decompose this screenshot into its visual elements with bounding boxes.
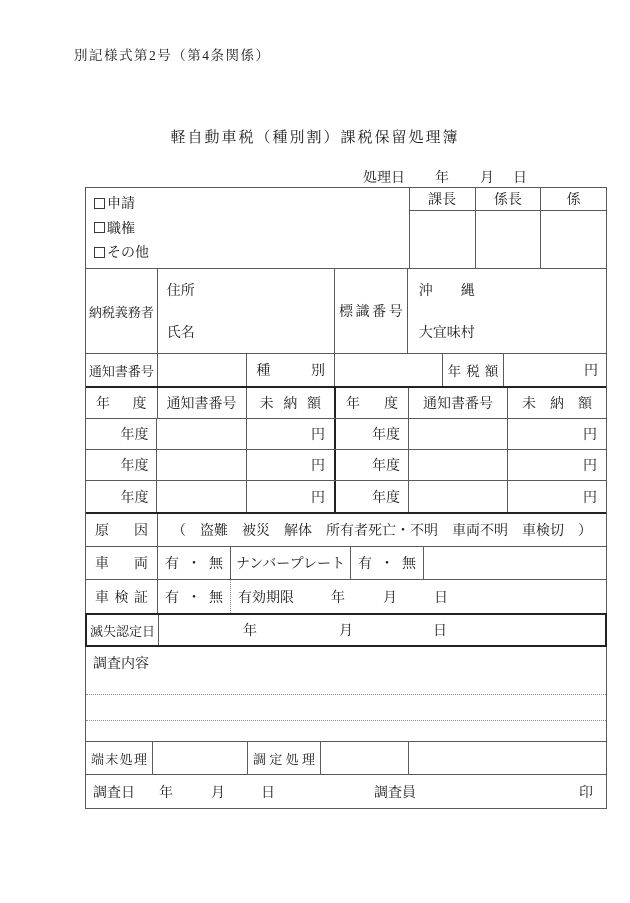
plate-city: 大宜味村: [418, 326, 475, 341]
arrears-header-row: [86, 388, 606, 419]
survey-month: 月: [211, 785, 225, 801]
presence-options: 有・無: [358, 557, 416, 572]
arrears-unpaid-header-cell: [508, 388, 606, 418]
request-type-other[interactable]: [94, 242, 409, 262]
dotted-writing-line: [86, 694, 606, 695]
approval-col-section-chief: 課長: [410, 188, 476, 210]
plate-number-label-cell: [335, 269, 408, 353]
request-type-label: 職権: [107, 221, 135, 237]
arrears-year-header: 年度: [96, 397, 147, 412]
form-title: 軽自動車税（種別割）課税保留処理簿: [170, 130, 460, 146]
processing-section: [86, 742, 606, 775]
inspection-label-cell: [86, 580, 158, 613]
arrears-data-row: [86, 450, 606, 481]
presence-options: 有・無: [165, 557, 223, 572]
arrears-unpaid-header: 未納額: [259, 397, 322, 412]
loss-certification-date-cell[interactable]: [159, 615, 605, 645]
checkbox-icon[interactable]: [94, 198, 105, 209]
assessment-processing-input-cell[interactable]: [321, 742, 409, 774]
survey-section[interactable]: [86, 775, 606, 808]
arrears-table: [86, 386, 606, 514]
loss-certification-label: 滅失認定日: [87, 615, 159, 645]
survey-day: 日: [261, 785, 275, 801]
taxpayer-address-name-cell[interactable]: [158, 269, 335, 353]
request-type-application[interactable]: [94, 193, 409, 213]
number-plate-label: ナンバープレート: [231, 547, 351, 579]
arrears-amount-cell[interactable]: 円: [310, 490, 325, 506]
arrears-amount-cell[interactable]: 円: [310, 428, 325, 443]
approval-col-staff: 係: [566, 193, 581, 208]
checkbox-icon[interactable]: [94, 247, 105, 258]
arrears-notice-input-cell[interactable]: [157, 419, 246, 449]
vehicle-label: 車両: [95, 557, 148, 572]
plate-number-label: 標識番号: [339, 305, 403, 320]
expiry-month: 月: [383, 590, 397, 606]
request-approval-section: [86, 188, 606, 269]
processing-date-month: 月: [480, 171, 494, 186]
plate-number-value-cell[interactable]: [408, 269, 606, 353]
open-paren: （: [172, 524, 186, 539]
processing-date-label: 処理日: [363, 171, 405, 186]
request-type-authority[interactable]: [94, 218, 409, 238]
arrears-notice-input-cell[interactable]: [157, 481, 246, 512]
taxpayer-label: 納税義務者: [86, 269, 158, 353]
year-suffix[interactable]: 年度: [86, 450, 157, 480]
taxpayer-section: [86, 269, 606, 354]
form-table: [85, 187, 607, 809]
type-input-cell[interactable]: [335, 354, 443, 386]
year-suffix[interactable]: 年度: [86, 419, 157, 449]
notice-number-label: 通知書番号: [86, 354, 158, 386]
arrears-unpaid-header-cell: [247, 388, 334, 418]
investigation-label: 調査内容: [93, 657, 149, 672]
arrears-amount-cell[interactable]: 円: [583, 428, 597, 443]
loss-year: 年: [243, 624, 257, 639]
expiry-label: 有効期限: [238, 590, 294, 606]
approval-header-row: [410, 188, 606, 211]
arrears-data-row: [86, 481, 606, 512]
cause-option-vehicle-unknown[interactable]: 車両不明: [452, 524, 508, 539]
terminal-processing-input-cell[interactable]: [153, 742, 248, 774]
year-suffix[interactable]: 年度: [86, 481, 157, 512]
plate-region: 沖 縄: [418, 284, 475, 299]
arrears-notice-input-cell[interactable]: [409, 450, 508, 480]
arrears-year-header-cell: [86, 388, 158, 418]
cause-option-disaster[interactable]: 被災: [242, 524, 270, 539]
processing-date-day: 日: [513, 171, 527, 186]
approval-stamp-cell[interactable]: [410, 211, 476, 268]
arrears-amount-cell[interactable]: 円: [583, 459, 597, 474]
arrears-notice-header: 通知書番号: [409, 388, 508, 418]
processing-date-year: 年: [435, 171, 449, 186]
notice-number-input-cell[interactable]: [158, 354, 248, 386]
address-label: 住所: [166, 284, 195, 299]
inspection-section: [86, 580, 606, 613]
cause-option-theft[interactable]: 盗難: [200, 524, 228, 539]
form-number: 別記様式第2号（第4条関係）: [74, 48, 271, 63]
cause-option-dismantled[interactable]: 解体: [284, 524, 312, 539]
processing-note-cell[interactable]: [409, 742, 606, 774]
dotted-writing-line: [86, 720, 606, 721]
cause-section: [86, 514, 606, 547]
request-type-label: その他: [107, 246, 149, 261]
expiry-year: 年: [331, 590, 345, 606]
approval-stamp-cell[interactable]: [476, 211, 542, 268]
arrears-notice-input-cell[interactable]: [409, 419, 508, 449]
vehicle-label-cell: [86, 547, 158, 579]
arrears-notice-input-cell[interactable]: [409, 481, 508, 512]
plate-presence-cell[interactable]: [351, 547, 424, 579]
arrears-notice-header: 通知書番号: [158, 388, 247, 418]
cause-label: 原因: [95, 524, 148, 539]
arrears-year-header: 年度: [346, 397, 398, 412]
arrears-amount-cell[interactable]: 円: [310, 459, 325, 474]
cause-options-cell: [158, 514, 606, 546]
annual-tax-value-cell[interactable]: [504, 354, 606, 386]
investigation-section[interactable]: [86, 647, 606, 742]
inspection-expiry-cell[interactable]: [231, 580, 606, 613]
cause-label-cell: [86, 514, 158, 546]
year-suffix[interactable]: 年度: [336, 419, 409, 449]
checkbox-icon[interactable]: [94, 222, 105, 233]
close-paren: ）: [578, 524, 592, 539]
type-label: 種別: [256, 364, 326, 379]
surveyor-label: 調査員: [374, 785, 416, 801]
loss-day: 日: [433, 624, 447, 639]
survey-year: 年: [159, 785, 173, 801]
notice-section: [86, 354, 606, 386]
request-type-label: 申請: [107, 197, 135, 212]
currency-unit: 円: [584, 364, 598, 379]
type-label-cell: [247, 354, 335, 386]
arrears-unpaid-header: 未納額: [522, 397, 592, 412]
arrears-amount-cell[interactable]: 円: [583, 490, 597, 506]
processing-date-line: [363, 167, 607, 185]
seal-mark: 印: [579, 785, 593, 801]
arrears-notice-input-cell[interactable]: [157, 450, 246, 480]
loss-certification-section: [85, 613, 607, 647]
expiry-day: 日: [434, 590, 448, 606]
arrears-year-header-cell: [336, 388, 409, 418]
vehicle-note-cell[interactable]: [424, 547, 606, 579]
terminal-processing-label: 端末処理: [91, 751, 147, 767]
request-type-cell: [86, 188, 410, 268]
presence-options: 有・無: [165, 590, 223, 606]
name-label: 氏名: [166, 326, 195, 341]
annual-tax-label: 年税額: [447, 364, 499, 379]
assessment-processing-label-cell: [248, 742, 321, 774]
approval-col-subsection-chief: 係長: [476, 188, 542, 210]
loss-month: 月: [339, 624, 353, 639]
cause-option-inspection-expired[interactable]: 車検切: [522, 524, 564, 539]
survey-date-label: 調査日: [93, 785, 135, 801]
terminal-processing-label-cell: [86, 742, 153, 774]
year-suffix[interactable]: 年度: [336, 450, 409, 480]
approval-stamp-row: [410, 211, 606, 268]
inspection-label: 車検証: [95, 590, 148, 606]
cause-option-owner-deceased-unknown[interactable]: 所有者死亡・不明: [326, 524, 438, 539]
annual-tax-label-cell: [443, 354, 505, 386]
approval-stamp-cell[interactable]: [541, 211, 606, 268]
assessment-processing-label: 調定処理: [253, 751, 315, 767]
vehicle-section: [86, 547, 606, 580]
vehicle-presence-cell[interactable]: [158, 547, 231, 579]
inspection-presence-cell[interactable]: [158, 580, 231, 613]
arrears-data-row: [86, 419, 606, 450]
year-suffix[interactable]: 年度: [336, 481, 409, 512]
approval-block: [410, 188, 606, 268]
